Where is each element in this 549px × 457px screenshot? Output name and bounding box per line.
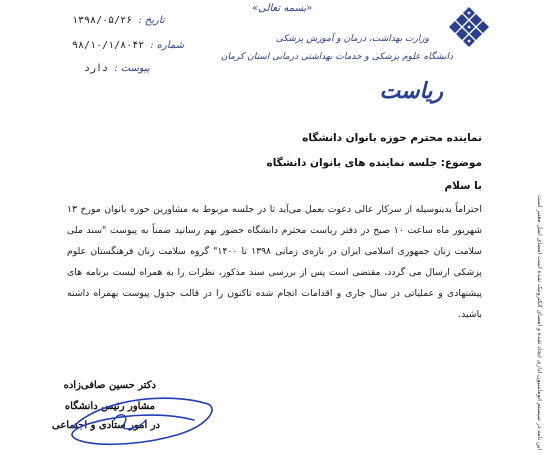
ministry-name: وزارت بهداشت، درمان و آموزش پزشکی xyxy=(275,34,429,44)
e-signature-note: این نامه در سیستم اتوماسیون اداری ایجاد شده و امضای الکترونیک شده است امضای اصل معتبر است xyxy=(536,195,543,450)
addressee: نماینده محترم حوزه بانوان دانشگاه xyxy=(302,132,482,144)
signatory-name: دکتر حسین صافی‌زاده xyxy=(63,380,156,391)
date-value: ۱۳۹۸/۰۵/۲۶ xyxy=(72,15,133,26)
attachment-label: پیوست : xyxy=(114,63,150,74)
date-label: تاریخ : xyxy=(138,15,165,26)
letter-body: احتراماً بدینوسیله از سرکار عالی دعوت بعمل می‌آید تا در جلسه مربوط به مشاورین حوزه بانوان مورخ ۱۳ شهریور ماه ساعت ۱۰ صبح در دفتر ریاست محترم دانشگاه حضور بهم رسانید ضمناً به پیوست "سند ملی سلامت زنان جمهوری اسلامی ایران در بازه‌ی زمانی ۱۳۹۸ تا ۱۴۰۰" گروه سلامت زنان فرهنگستان علوم پزشکی ارسال می گردد، مقتضی است پس از بررسی سند مذکور، نظرات را به همراه لیست برنامه های پیشنهادی و عملیاتی در سال جاری و اقدامات انجام شده تاکنون را در قالب جدول پیوست بهمراه داشته باشید. xyxy=(67,204,482,320)
letter-date xyxy=(72,15,165,26)
salutation: با سلام xyxy=(444,180,482,192)
attachment-value: دارد xyxy=(84,63,109,74)
subject-line: موضوع: جلسه نماینده های بانوان دانشگاه xyxy=(266,157,482,169)
number-label: شماره : xyxy=(150,40,185,51)
handwritten-signature xyxy=(60,390,220,450)
letter-number xyxy=(72,40,184,51)
basmala-heading: «بسمه تعالی» xyxy=(252,3,313,14)
signatory-role: مشاور رئیس دانشگاه xyxy=(64,401,155,412)
letter-attachment xyxy=(84,63,150,74)
signatory-department: در امور ستادی و اجتماعی xyxy=(52,420,160,431)
university-name: دانشگاه علوم پزشکی و خدمات بهداشتی درمانی استان کرمان xyxy=(220,52,453,62)
university-logo-icon xyxy=(449,6,489,50)
number-value: ۹۸/۱۰/۱/۸۰۴۲ xyxy=(72,40,145,51)
office-title: ریاست xyxy=(379,78,443,104)
